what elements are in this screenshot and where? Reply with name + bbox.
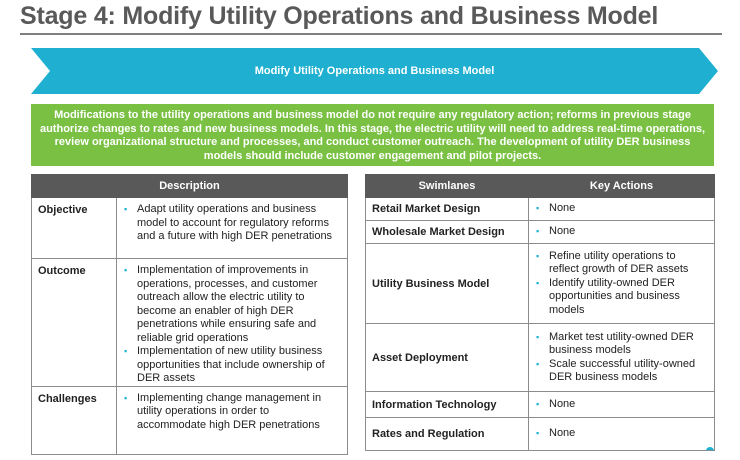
row-label-challenges: Challenges	[32, 386, 117, 454]
page-title: Stage 4: Modify Utility Operations and Business Model	[20, 2, 659, 30]
lane-information-technology: Information Technology	[366, 392, 529, 418]
stage-banner	[31, 48, 718, 94]
lane-asset-deployment: Asset Deployment	[366, 324, 529, 392]
lane-wholesale-market-design: Wholesale Market Design	[366, 221, 529, 244]
table-row	[32, 259, 348, 387]
bullet-item: ▪ None	[535, 225, 708, 239]
outcome-content	[117, 259, 348, 387]
description-header: Description	[32, 175, 348, 198]
table-row	[32, 198, 348, 259]
lane-rates-and-regulation: Rates and Regulation	[366, 418, 529, 451]
table-row	[366, 221, 715, 244]
bullet-item: ▪ Scale successful utility-owned DER business models	[535, 358, 708, 385]
bullet-item: ▪ Implementing change management in utility operations in order to accommodate high DER penetrations	[123, 392, 341, 433]
key-actions-header: Key Actions	[529, 175, 715, 198]
bullet-item: ▪ Refine utility operations to reflect growth of DER assets	[535, 250, 708, 277]
table-row	[366, 324, 715, 392]
banner-label: Modify Utility Operations and Business Model	[254, 65, 495, 77]
table-row	[32, 386, 348, 454]
bullet-item: ▪ None	[535, 427, 708, 441]
table-row	[366, 418, 715, 451]
bullet-item: ▪ Identify utility-owned DER opportunities and business models	[535, 277, 708, 318]
row-label-outcome: Outcome	[32, 259, 117, 387]
lane-actions	[529, 324, 715, 392]
bullet-item: ▪ None	[535, 398, 708, 412]
swimlanes-header: Swimlanes	[366, 175, 529, 198]
bullet-item: ▪ Market test utility-owned DER business models	[535, 331, 708, 358]
bullet-item: ▪ Implementation of improvements in operations, processes, and customer outreach allow the electric utility to become an enabler of high DER penetrations while ensuring safe and reliable grid operations	[123, 264, 341, 345]
bullet-item: ▪ Adapt utility operations and business model to account for regulatory reforms and a future with high DER penetrations	[123, 203, 341, 244]
table-row	[366, 392, 715, 418]
bullet-item: ▪ None	[535, 202, 708, 216]
table-row	[366, 244, 715, 324]
challenges-content	[117, 386, 348, 454]
row-label-objective: Objective	[32, 198, 117, 259]
lane-retail-market-design: Retail Market Design	[366, 198, 529, 221]
title-divider	[20, 33, 722, 35]
lane-actions	[529, 418, 715, 451]
bullet-item: ▪ Implementation of new utility business opportunities that include ownership of DER assets	[123, 345, 341, 386]
logo-fragment-icon	[706, 447, 714, 455]
swimlanes-table	[365, 174, 715, 451]
stage-summary: Modifications to the utility operations and business model do not require any regulatory action; reforms in previous stage authorize changes to rates and new business models. In this stage, the electric utility will need to address real-time operations, review organizational structure and processes, and conduct customer outreach. The development of utility DER business models should include customer engagement and pilot projects.	[31, 104, 714, 166]
lane-actions	[529, 198, 715, 221]
lane-utility-business-model: Utility Business Model	[366, 244, 529, 324]
objective-content	[117, 198, 348, 259]
lane-actions	[529, 221, 715, 244]
lane-actions	[529, 392, 715, 418]
lane-actions	[529, 244, 715, 324]
description-table	[31, 174, 348, 455]
table-row	[366, 198, 715, 221]
